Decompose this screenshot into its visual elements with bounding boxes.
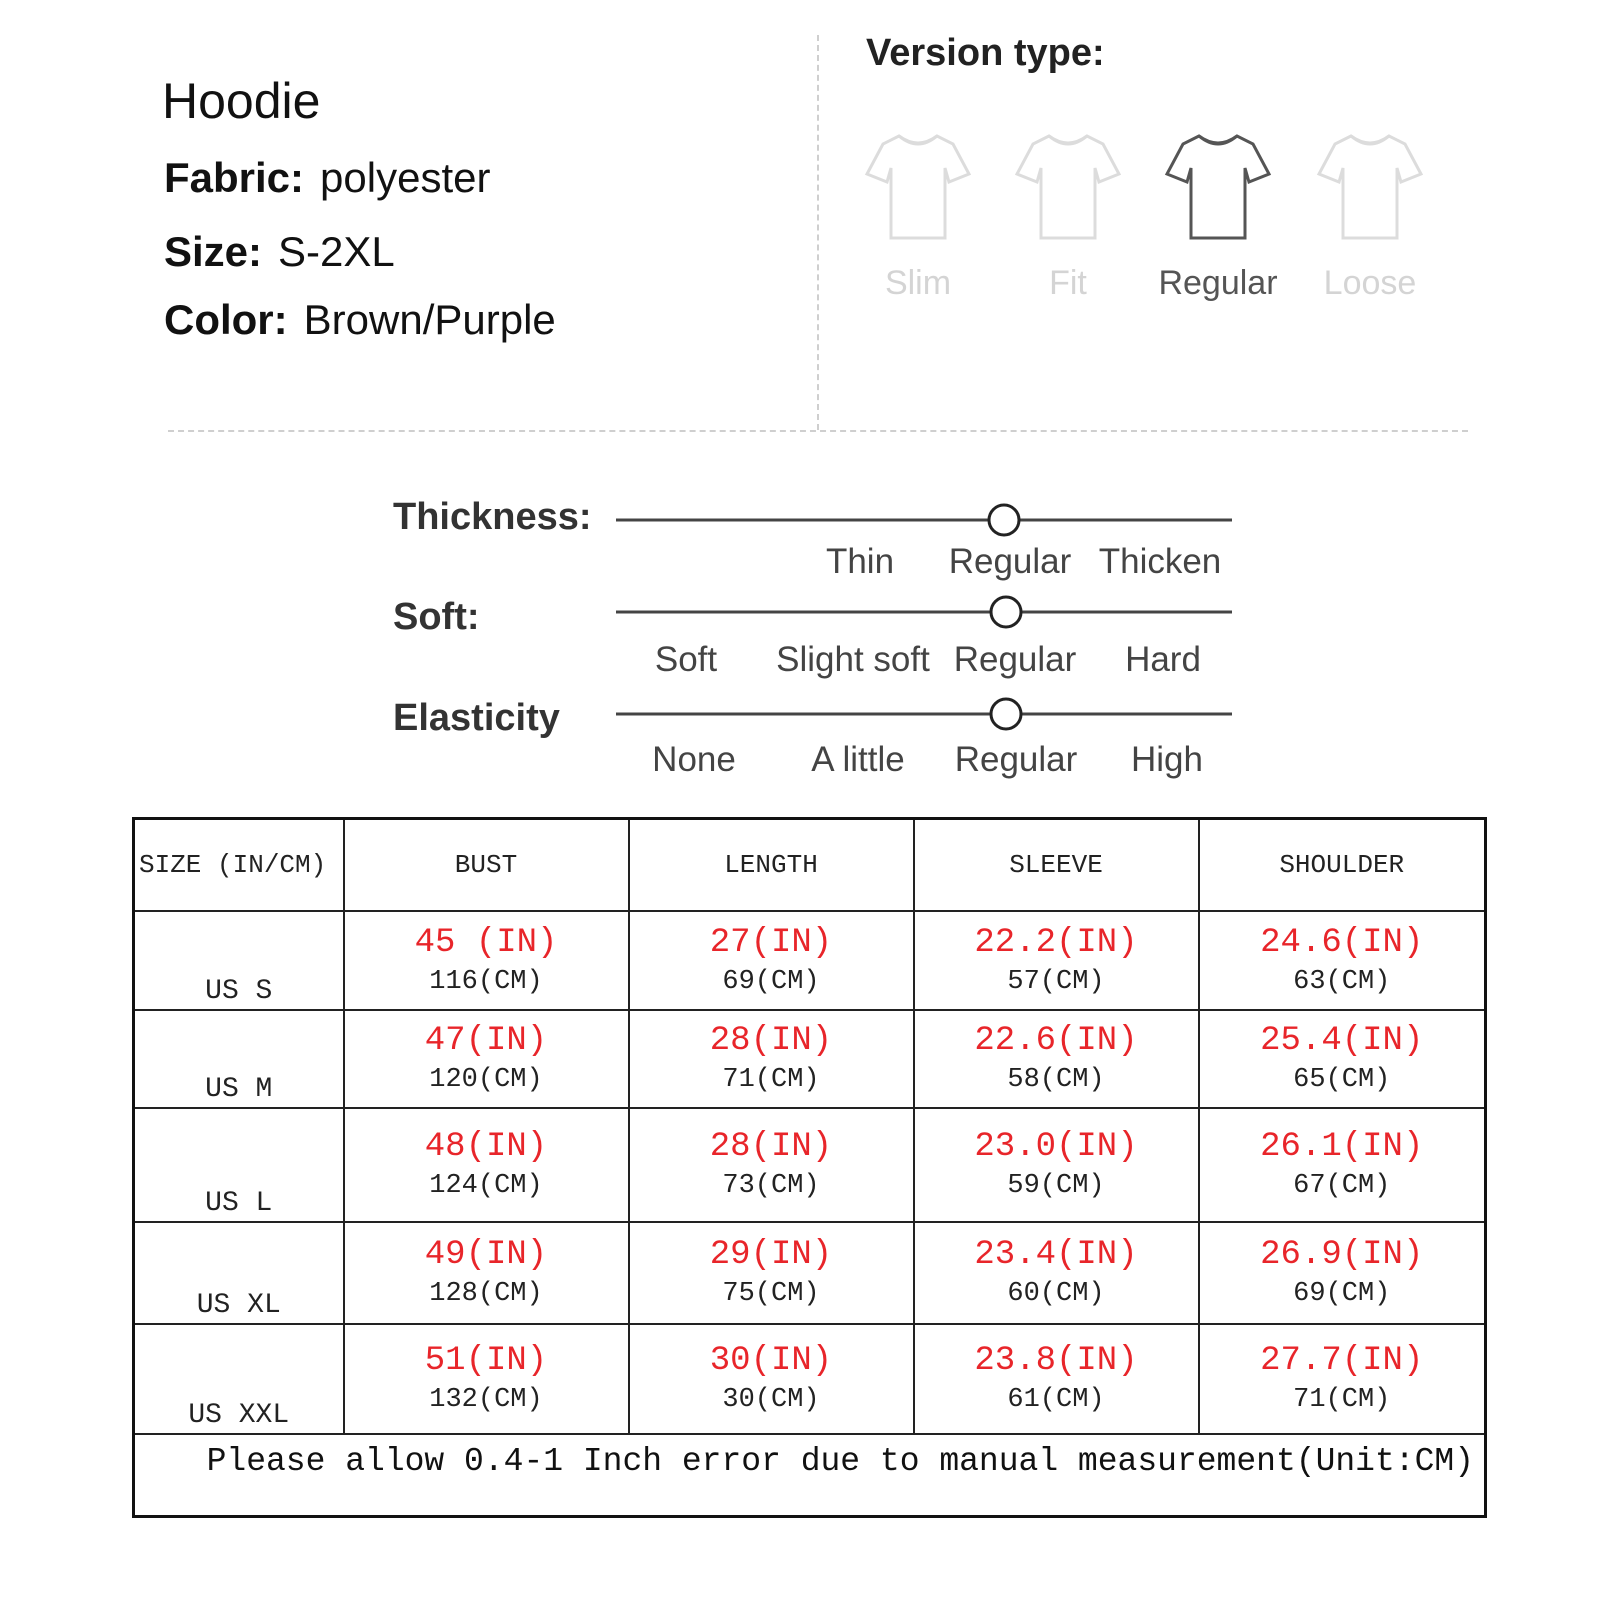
elasticity-slider xyxy=(600,692,1250,736)
bust-cell xyxy=(344,1324,629,1434)
size-chart-table xyxy=(132,817,1487,1518)
header-size: SIZE (IN/CM) xyxy=(134,819,344,912)
product-title: Hoodie xyxy=(162,73,321,129)
tshirt-icon xyxy=(863,130,973,242)
inch-value: 51(IN) xyxy=(424,1342,548,1380)
inch-value: 28(IN) xyxy=(709,1128,833,1166)
cm-value: 120(CM) xyxy=(429,1065,543,1095)
vertical-divider xyxy=(817,35,819,430)
slider-marker xyxy=(991,597,1021,627)
size-cell: US XL xyxy=(134,1222,344,1324)
cm-value: 124(CM) xyxy=(429,1171,543,1201)
length-cell xyxy=(629,1222,914,1324)
soft-option-regular: Regular xyxy=(953,640,1077,679)
elasticity-label: Elasticity xyxy=(393,697,560,739)
inch-value: 48(IN) xyxy=(424,1128,548,1166)
elasticity-option-a-little: A little xyxy=(811,740,905,779)
size-cell: US L xyxy=(134,1108,344,1222)
soft-slider xyxy=(600,590,1250,634)
table-header-row xyxy=(134,819,1486,912)
table-note-row xyxy=(134,1434,1486,1517)
length-cell xyxy=(629,1324,914,1434)
length-cell xyxy=(629,911,914,1010)
version-option-slim xyxy=(848,130,988,303)
inch-value: 27.7(IN) xyxy=(1260,1342,1424,1380)
shoulder-cell xyxy=(1199,1108,1486,1222)
thickness-label: Thickness: xyxy=(393,496,592,538)
thickness-option-regular: Regular xyxy=(948,542,1072,581)
cm-value: 67(CM) xyxy=(1293,1171,1391,1201)
header-sleeve: SLEEVE xyxy=(914,819,1199,912)
bust-cell xyxy=(344,1010,629,1108)
soft-option-hard: Hard xyxy=(1125,640,1201,679)
cm-value: 61(CM) xyxy=(1007,1385,1105,1415)
color-label: Color: xyxy=(164,296,288,343)
inch-value: 22.2(IN) xyxy=(974,923,1138,962)
soft-option-soft: Soft xyxy=(654,640,718,679)
spec-fabric xyxy=(164,154,490,202)
spec-size xyxy=(164,228,395,276)
tshirt-icon xyxy=(1163,130,1273,242)
header-length: LENGTH xyxy=(629,819,914,912)
size-label: Size: xyxy=(164,228,263,275)
inch-value: 23.8(IN) xyxy=(974,1342,1138,1380)
cm-value: 63(CM) xyxy=(1293,966,1391,997)
inch-value: 30(IN) xyxy=(709,1342,833,1380)
cm-value: 30(CM) xyxy=(722,1385,820,1415)
size-value: S-2XL xyxy=(278,228,395,275)
tshirt-icon xyxy=(1315,130,1425,242)
tshirt-icon xyxy=(1013,130,1123,242)
inch-value: 24.6(IN) xyxy=(1260,923,1424,962)
version-label-fit: Fit xyxy=(1049,264,1087,302)
cm-value: 132(CM) xyxy=(429,1385,543,1415)
inch-value: 47(IN) xyxy=(424,1022,548,1060)
cm-value: 71(CM) xyxy=(1293,1385,1391,1415)
table-row xyxy=(134,1222,1486,1324)
sleeve-cell xyxy=(914,911,1199,1010)
cm-value: 58(CM) xyxy=(1007,1065,1105,1095)
cm-value: 116(CM) xyxy=(429,966,543,997)
shoulder-cell xyxy=(1199,1010,1486,1108)
elasticity-option-none: None xyxy=(652,740,736,779)
cm-value: 128(CM) xyxy=(429,1279,543,1309)
sleeve-cell xyxy=(914,1222,1199,1324)
thickness-slider xyxy=(600,498,1250,542)
sleeve-cell xyxy=(914,1010,1199,1108)
color-value: Brown/Purple xyxy=(303,296,556,343)
cm-value: 59(CM) xyxy=(1007,1171,1105,1201)
inch-value: 29(IN) xyxy=(709,1236,833,1274)
cm-value: 57(CM) xyxy=(1007,966,1105,997)
inch-value: 23.4(IN) xyxy=(974,1236,1138,1274)
cm-value: 69(CM) xyxy=(1293,1279,1391,1309)
version-label-regular: Regular xyxy=(1158,264,1278,302)
inch-value: 28(IN) xyxy=(709,1022,833,1060)
version-option-loose xyxy=(1300,130,1440,303)
version-option-regular xyxy=(1148,130,1288,303)
table-row xyxy=(134,1108,1486,1222)
thickness-option-thicken: Thicken xyxy=(1098,542,1222,581)
slider-marker xyxy=(989,505,1019,535)
soft-option-slight-soft: Slight soft xyxy=(776,640,930,679)
bust-cell xyxy=(344,911,629,1010)
fabric-value: polyester xyxy=(320,154,491,201)
elasticity-option-regular: Regular xyxy=(954,740,1078,779)
cm-value: 71(CM) xyxy=(722,1065,820,1095)
shoulder-cell xyxy=(1199,1222,1486,1324)
bust-cell xyxy=(344,1222,629,1324)
bust-cell xyxy=(344,1108,629,1222)
slider-marker xyxy=(991,699,1021,729)
cm-value: 73(CM) xyxy=(722,1171,820,1201)
sleeve-cell xyxy=(914,1324,1199,1434)
inch-value: 25.4(IN) xyxy=(1260,1022,1424,1060)
header-bust: BUST xyxy=(344,819,629,912)
thickness-option-thin: Thin xyxy=(825,542,895,581)
soft-label: Soft: xyxy=(393,596,480,638)
size-cell: US XXL xyxy=(134,1324,344,1434)
inch-value: 22.6(IN) xyxy=(974,1022,1138,1060)
inch-value: 49(IN) xyxy=(424,1236,548,1274)
header-shoulder: SHOULDER xyxy=(1199,819,1486,912)
cm-value: 75(CM) xyxy=(722,1279,820,1309)
inch-value: 26.1(IN) xyxy=(1260,1128,1424,1166)
sleeve-cell xyxy=(914,1108,1199,1222)
table-row xyxy=(134,1324,1486,1434)
version-label-loose: Loose xyxy=(1323,264,1417,302)
measurement-note: Please allow 0.4-1 Inch error due to manual measurement(Unit:CM) xyxy=(134,1434,1486,1517)
shoulder-cell xyxy=(1199,911,1486,1010)
version-title: Version type: xyxy=(866,32,1105,74)
cm-value: 65(CM) xyxy=(1293,1065,1391,1095)
inch-value: 26.9(IN) xyxy=(1260,1236,1424,1274)
size-cell: US S xyxy=(134,911,344,1010)
inch-value: 45 (IN) xyxy=(414,923,558,962)
version-option-fit xyxy=(998,130,1138,303)
cm-value: 60(CM) xyxy=(1007,1279,1105,1309)
cm-value: 69(CM) xyxy=(722,966,820,997)
length-cell xyxy=(629,1010,914,1108)
elasticity-option-high: High xyxy=(1131,740,1203,779)
inch-value: 23.0(IN) xyxy=(974,1128,1138,1166)
table-row xyxy=(134,1010,1486,1108)
inch-value: 27(IN) xyxy=(709,923,833,962)
length-cell xyxy=(629,1108,914,1222)
spec-color xyxy=(164,296,556,344)
fabric-label: Fabric: xyxy=(164,154,305,201)
shoulder-cell xyxy=(1199,1324,1486,1434)
table-row xyxy=(134,911,1486,1010)
version-label-slim: Slim xyxy=(884,264,952,302)
horizontal-divider xyxy=(168,430,1468,432)
size-cell: US M xyxy=(134,1010,344,1108)
